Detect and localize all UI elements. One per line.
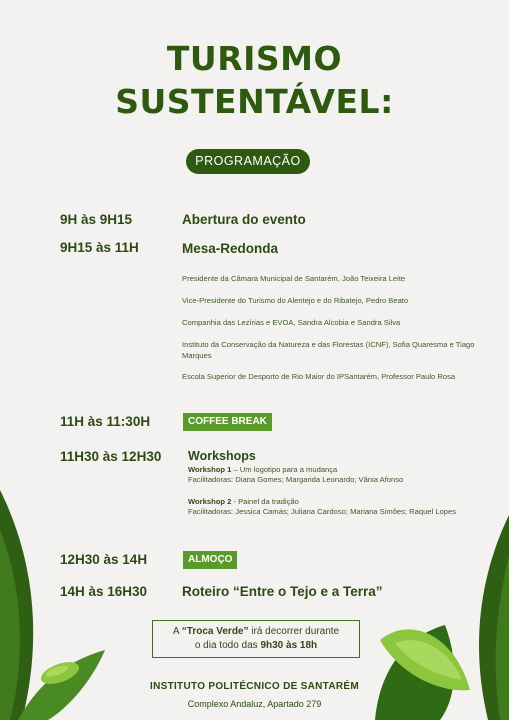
programme-badge: PROGRAMAÇÃO	[186, 149, 310, 174]
event-6: Roteiro “Entre o Tejo e a Terra”	[182, 584, 383, 599]
notice-box	[152, 620, 360, 658]
time-slot-4: 11H30 às 12H30	[60, 449, 162, 464]
lunch-tag: ALMOÇO	[183, 551, 237, 569]
notice-highlight: “Troca Verde”	[181, 626, 249, 637]
title-line-2: SUSTENTÁVEL:	[115, 82, 394, 121]
time-slot-1: 9H às 9H15	[60, 212, 133, 227]
time-slot-6: 14H às 16H30	[60, 584, 148, 599]
workshop-2-title: - Painel da tradição	[231, 497, 299, 506]
institution-address: Complexo Andaluz, Apartado 279	[187, 699, 322, 709]
panel-member-2: Vice-Presidente do Turismo do Alentejo e do Ribatejo, Pedro Beato	[182, 296, 409, 305]
event-2: Mesa-Redonda	[182, 241, 279, 256]
panel-member-5: Escola Superior de Desporto de Rio Maior do IPSantarém, Professor Paulo Rosa	[182, 372, 456, 381]
workshop-2-label: Workshop 2	[188, 497, 232, 506]
time-slot-3: 11H às 11:30H	[60, 414, 151, 429]
time-slot-5: 12H30 às 14H	[60, 552, 148, 567]
coffee-break-tag: COFFEE BREAK	[183, 413, 272, 431]
workshop-1-facilitators: Facilitadoras: Diana Gomes; Margarida Leonardo; Vânia Afonso	[188, 475, 404, 484]
event-workshops: Workshops	[188, 449, 256, 463]
time-slot-2: 9H15 às 11H	[60, 240, 139, 255]
workshop-1-label: Workshop 1	[188, 465, 232, 474]
title-line-1: TURISMO	[166, 39, 343, 78]
notice-prefix: A	[172, 626, 182, 637]
institution-name: INSTITUTO POLITÉCNICO DE SANTARÉM	[150, 681, 359, 692]
workshop-2	[188, 497, 458, 517]
event-1: Abertura do evento	[182, 212, 306, 227]
panel-member-1: Presidente da Câmara Municipal de Santarém, João Teixeira Leite	[182, 274, 406, 283]
workshop-1-title: – Um logotipo para a mudança	[231, 465, 338, 474]
panel-member-3: Companhia das Lezírias e EVOA, Sandra Alcobia e Sandra Silva	[182, 318, 401, 327]
notice-line2-highlight: 9h30 às 18h	[260, 640, 318, 651]
notice-line2-prefix: o dia todo das	[194, 640, 261, 651]
notice-middle: irá decorrer durante	[248, 626, 340, 637]
workshop-1	[188, 465, 458, 485]
workshop-2-facilitators: Facilitadoras: Jessica Camás; Juliana Cardoso; Mariana Simões; Raquel Lopes	[188, 507, 457, 516]
panel-member-4: Instituto da Conservação da Natureza e das Florestas (ICNF), Sofia Quaresma e Tiago Marques	[182, 340, 475, 360]
